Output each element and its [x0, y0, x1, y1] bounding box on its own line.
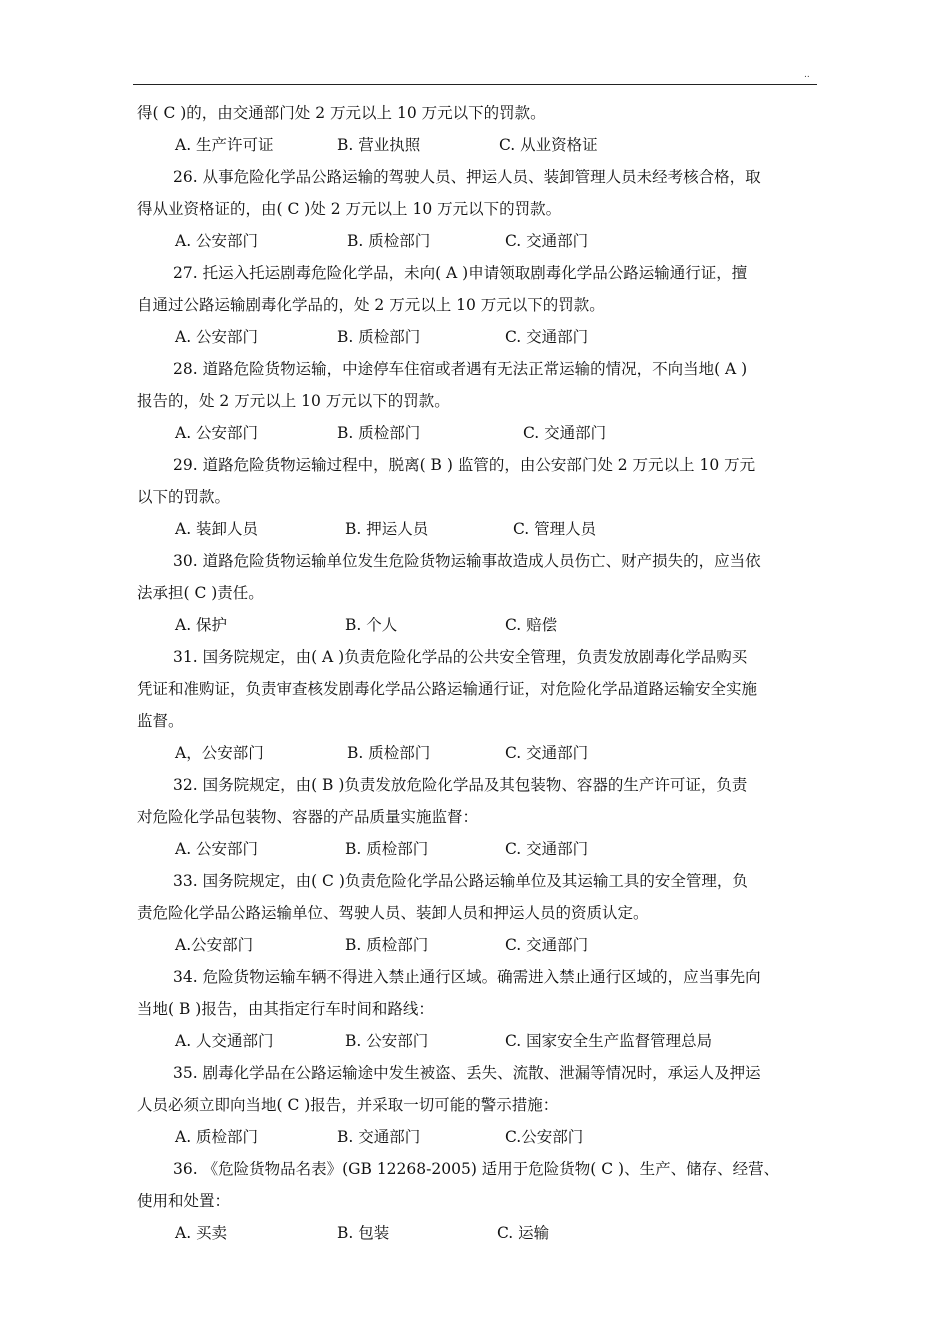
question-block: [137, 961, 817, 1057]
question-text-continued: 得从业资格证的，由( C )处 2 万元以上 10 万元以下的罚款。: [137, 200, 562, 218]
question-text: 33. 国务院规定，由( C )负责危险化学品公路运输单位及其运输工具的安全管理，负: [173, 872, 748, 890]
answer-option: C. 交通部门: [505, 936, 589, 954]
question-block: [137, 257, 817, 353]
question-block: [137, 353, 817, 449]
question-text: 27. 托运入托运剧毒危险化学品，未向( A )申请领取剧毒化学品公路运输通行证，擅: [173, 264, 748, 282]
answer-option: B. 质检部门: [347, 744, 431, 762]
question-text-continued: 报告的，处 2 万元以上 10 万元以下的罚款。: [137, 392, 450, 410]
question-text-continued: 监督。: [137, 712, 184, 730]
question-text-continued: 责危险化学品公路运输单位、驾驶人员、装卸人员和押运人员的资质认定。: [137, 904, 649, 922]
answer-options: [137, 737, 817, 769]
question-text: 26. 从事危险化学品公路运输的驾驶人员、押运人员、装卸管理人员未经考核合格，取: [173, 168, 761, 186]
answer-option: B. 质检部门: [347, 232, 431, 250]
answer-options: [137, 1025, 817, 1057]
document-body: [137, 97, 817, 1249]
answer-option: C. 交通部门: [505, 328, 589, 346]
answer-option: C. 运输: [497, 1224, 550, 1242]
question-text: 32. 国务院规定，由( B )负责发放危险化学品及其包装物、容器的生产许可证，负责: [173, 776, 748, 794]
answer-option: C.公安部门: [505, 1128, 584, 1146]
answer-option: A.公安部门: [175, 936, 254, 954]
answer-options: [137, 225, 817, 257]
answer-option: B. 押运人员: [345, 520, 429, 538]
answer-option: A. 公安部门: [175, 424, 259, 442]
answer-option: C. 从业资格证: [499, 136, 598, 154]
question-text: 28. 道路危险货物运输，中途停车住宿或者遇有无法正常运输的情况，不向当地( A ): [173, 360, 748, 378]
answer-option: C. 赔偿: [505, 616, 558, 634]
answer-option: A. 装卸人员: [175, 520, 259, 538]
answer-options: [137, 129, 817, 161]
answer-option: A. 公安部门: [175, 840, 259, 858]
question-block: [137, 641, 817, 769]
answer-option: B. 交通部门: [337, 1128, 421, 1146]
answer-option: B. 质检部门: [337, 424, 421, 442]
question-text-continued: 以下的罚款。: [137, 488, 231, 506]
answer-option: A. 买卖: [175, 1224, 228, 1242]
question-block: [137, 1057, 817, 1153]
answer-option: C. 交通部门: [505, 232, 589, 250]
answer-option: B. 质检部门: [345, 936, 429, 954]
question-block: [137, 1153, 817, 1249]
answer-option: B. 包装: [337, 1224, 390, 1242]
answer-option: A. 公安部门: [175, 232, 259, 250]
answer-options: [137, 417, 817, 449]
answer-option: B. 公安部门: [345, 1032, 429, 1050]
answer-option: C. 管理人员: [513, 520, 597, 538]
question-block: [137, 769, 817, 865]
answer-option: B. 质检部门: [345, 840, 429, 858]
question-block: [137, 545, 817, 641]
answer-option: A. 生产许可证: [175, 136, 274, 154]
question-block: [137, 161, 817, 257]
answer-options: [137, 609, 817, 641]
answer-option: A. 公安部门: [175, 328, 259, 346]
answer-option: A，公安部门: [175, 744, 264, 762]
answer-options: [137, 1217, 817, 1249]
question-text: 34. 危险货物运输车辆不得进入禁止通行区域。确需进入禁止通行区域的，应当事先向: [173, 968, 761, 986]
question-text: 36. 《危险货物品名表》(GB 12268-2005) 适用于危险货物( C )、生产、储存、经营、: [173, 1160, 780, 1178]
question-text-continued: 人员必须立即向当地( C )报告，并采取一切可能的警示措施：: [137, 1096, 559, 1114]
header-mark: ..: [804, 70, 810, 80]
question-text-continued: 对危险化学品包装物、容器的产品质量实施监督：: [137, 808, 479, 826]
question-block: [137, 449, 817, 545]
question-text: 30. 道路危险货物运输单位发生危险货物运输事故造成人员伤亡、财产损失的，应当依: [173, 552, 761, 570]
answer-option: A. 质检部门: [175, 1128, 259, 1146]
answer-option: A. 保护: [175, 616, 228, 634]
header-rule: [133, 84, 817, 85]
question-text-continued: 凭证和准购证，负责审查核发剧毒化学品公路运输通行证，对危险化学品道路运输安全实施: [137, 680, 758, 698]
answer-option: B. 个人: [345, 616, 398, 634]
question-text: 得( C )的，由交通部门处 2 万元以上 10 万元以下的罚款。: [137, 104, 546, 122]
question-text: 31. 国务院规定，由( A )负责危险化学品的公共安全管理，负责发放剧毒化学品购买: [173, 648, 748, 666]
answer-option: C. 国家安全生产监督管理总局: [505, 1032, 713, 1050]
answer-option: A. 人交通部门: [175, 1032, 274, 1050]
question-text-continued: 法承担( C )责任。: [137, 584, 264, 602]
answer-option: B. 质检部门: [337, 328, 421, 346]
answer-options: [137, 321, 817, 353]
answer-options: [137, 929, 817, 961]
answer-option: B. 营业执照: [337, 136, 421, 154]
answer-option: C. 交通部门: [505, 744, 589, 762]
question-text: 35. 剧毒化学品在公路运输途中发生被盗、丢失、流散、泄漏等情况时，承运人及押运: [173, 1064, 761, 1082]
answer-options: [137, 513, 817, 545]
question-block: [137, 865, 817, 961]
question-text-continued: 自通过公路运输剧毒化学品的，处 2 万元以上 10 万元以下的罚款。: [137, 296, 605, 314]
answer-option: C. 交通部门: [523, 424, 607, 442]
question-text: 29. 道路危险货物运输过程中，脱离( B ) 监管的，由公安部门处 2 万元以上 10 万元: [173, 456, 756, 474]
answer-option: C. 交通部门: [505, 840, 589, 858]
answer-options: [137, 833, 817, 865]
question-block: [137, 97, 817, 161]
answer-options: [137, 1121, 817, 1153]
question-text-continued: 当地( B )报告，由其指定行车时间和路线：: [137, 1000, 434, 1018]
question-text-continued: 使用和处置：: [137, 1192, 231, 1210]
